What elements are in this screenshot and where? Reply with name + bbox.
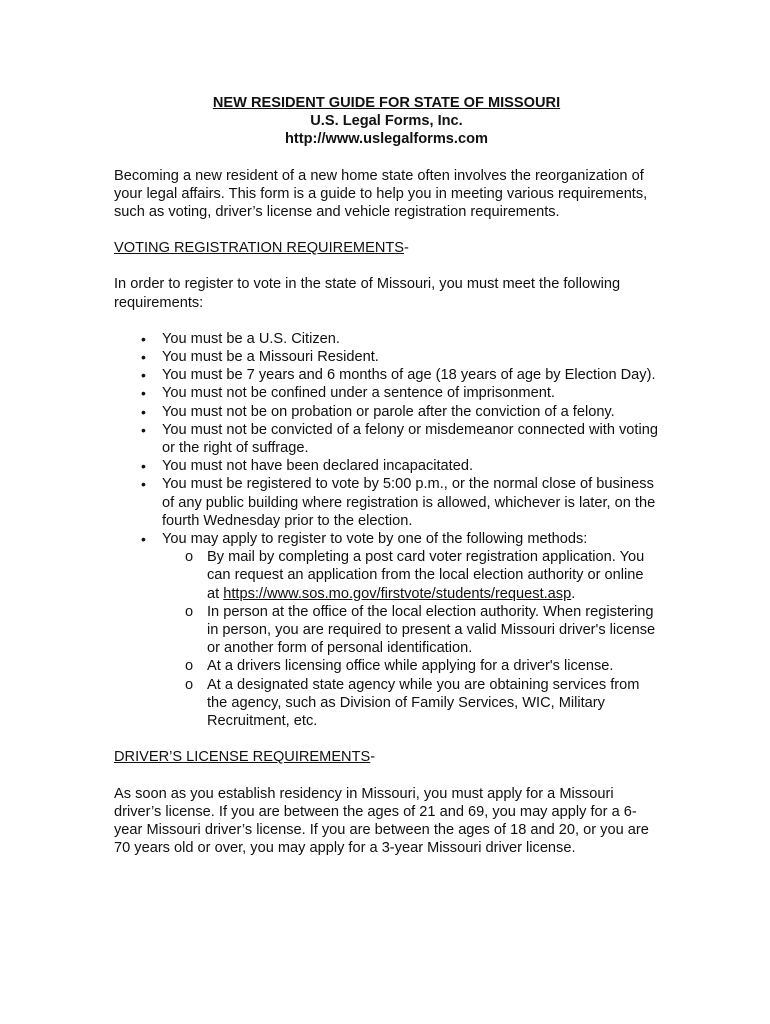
- list-item: • You must not have been declared incapacitated.: [141, 458, 474, 475]
- list-item: • You must not be on probation or parole after the conviction of a felony.: [141, 403, 615, 420]
- circle-bullet-icon: o: [185, 676, 194, 693]
- request-application-link[interactable]: https://www.sos.mo.gov/firstvote/students/request.asp: [223, 585, 572, 602]
- circle-bullet-icon: o: [185, 603, 194, 620]
- registration-methods-list: [162, 548, 659, 730]
- list-item: • You must be a Missouri Resident.: [141, 349, 379, 366]
- voting-requirements-list: [114, 330, 659, 730]
- bullet-icon: •: [141, 476, 146, 493]
- list-item: • You must be a U.S. Citizen.: [141, 330, 340, 347]
- bullet-icon: •: [141, 330, 146, 347]
- bullet-icon: •: [141, 349, 146, 366]
- voting-heading-text: VOTING REGISTRATION REQUIREMENTS: [114, 240, 405, 257]
- company-name: U.S. Legal Forms, Inc.: [310, 113, 463, 130]
- sub-list-item: o At a drivers licensing office while applying for a driver's license.: [185, 658, 614, 675]
- document-title: NEW RESIDENT GUIDE FOR STATE OF MISSOURI: [212, 95, 561, 111]
- bullet-icon: •: [141, 367, 146, 384]
- list-item: • You may apply to register to vote by one of the following methods: o By mail by completing a post card voter registration application. You can request an application from the local election authority or online at https://www.sos.mo.gov/firstvote/students/request.asp. o In person at the office of the local election authority. When registering in person, you are required to present a valid Missouri driver's license or another form of personal identification. o At a drivers licensing office while applying for a driver's license. o At a designated state agency while you are obtaining services from the agency, such as Division of Family Services, WIC, Military Recruitment, etc.: [114, 530, 659, 730]
- bullet-icon: •: [141, 385, 146, 402]
- list-item: • You must be 7 years and 6 months of age (18 years of age by Election Day).: [141, 367, 656, 384]
- list-item: • You must not be convicted of a felony or misdemeanor connected with voting or the right of suffrage.: [141, 421, 658, 457]
- circle-bullet-icon: o: [185, 549, 194, 566]
- bullet-icon: •: [141, 531, 146, 548]
- bullet-icon: •: [141, 458, 146, 475]
- voting-lead-paragraph: In order to register to vote in the state of Missouri, you must meet the following requirements:: [114, 276, 621, 311]
- sub-list-item: o At a designated state agency while you are obtaining services from the agency, such as Division of Family Services, WIC, Military Recruitment, etc.: [185, 676, 640, 730]
- list-item: • You must be registered to vote by 5:00 p.m., or the normal close of business of any public building where registration is allowed, whichever is later, on the fourth Wednesday prior to the election.: [141, 476, 656, 529]
- bullet-icon: •: [141, 421, 146, 438]
- sub-list-item: o By mail by completing a post card voter registration application. You can request an application from the local election authority or online at https://www.sos.mo.gov/firstvote/students/request.asp.: [185, 549, 645, 602]
- company-url: http://www.uslegalforms.com: [285, 131, 488, 148]
- sub-list-item: o In person at the office of the local election authority. When registering in person, you are required to present a valid Missouri driver's license or another form of personal identification.: [185, 603, 656, 657]
- document-page: [114, 94, 659, 857]
- circle-bullet-icon: o: [185, 658, 194, 675]
- intro-paragraph: Becoming a new resident of a new home state often involves the reorganization of your legal affairs. This form is a guide to help you in meeting various requirements, such as voting, driver’s license and vehicle registration requirements.: [114, 167, 648, 221]
- list-item: • You must not be confined under a sentence of imprisonment.: [141, 385, 555, 402]
- drivers-paragraph: As soon as you establish residency in Missouri, you must apply for a Missouri driver’s license. If you are between the ages of 21 and 69, you may apply for a 6-year Missouri driver’s license. If you are between the ages of 18 and 20, or you are 70 years old or over, you may apply for a 3-year Missouri driver license.: [114, 785, 649, 857]
- drivers-section-heading: DRIVER’S LICENSE REQUIREMENTS-: [114, 749, 376, 766]
- drivers-heading-text: DRIVER’S LICENSE REQUIREMENTS: [114, 749, 371, 766]
- bullet-icon: •: [141, 403, 146, 420]
- document-header: [114, 94, 659, 149]
- voting-section-heading: VOTING REGISTRATION REQUIREMENTS-: [114, 240, 409, 257]
